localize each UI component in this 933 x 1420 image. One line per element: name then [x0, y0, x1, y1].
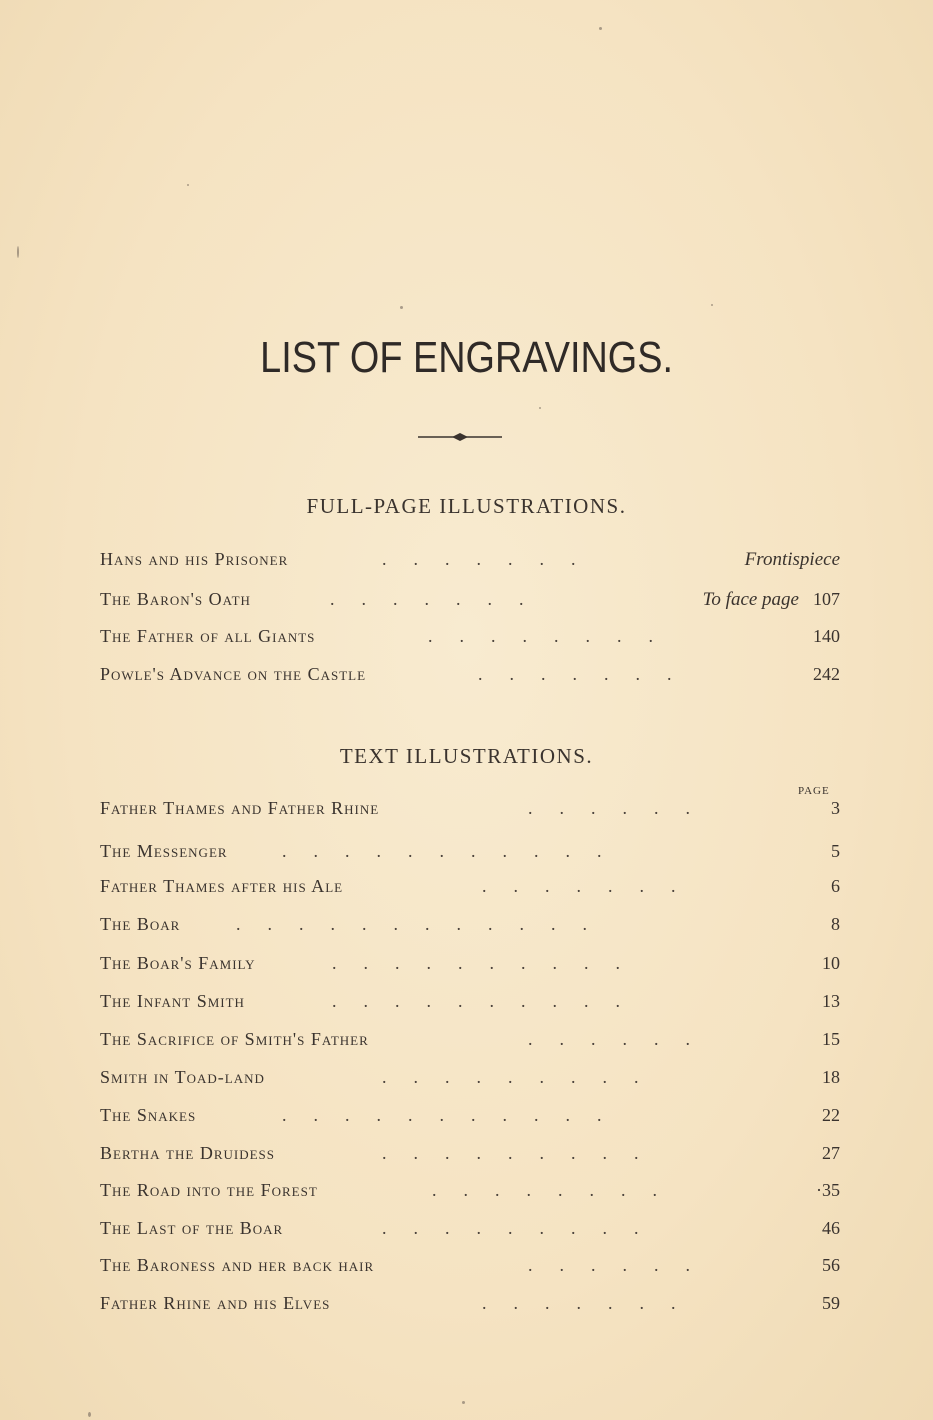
dot-leader: . . . . . . .	[482, 876, 676, 896]
entry-title: Smith in Toad-land	[100, 1067, 265, 1087]
entry-page: Frontispiece	[744, 549, 840, 570]
dot-leader: . . . . . . . .	[428, 626, 653, 646]
paper-speck	[17, 246, 19, 258]
dot-leader: . . . . . . . . . . .	[282, 1105, 602, 1125]
entry-title: Father Thames and Father Rhine	[100, 798, 380, 818]
text-entry	[100, 1143, 840, 1169]
entry-title: The Boar	[100, 914, 181, 934]
text-entry	[100, 914, 840, 940]
entry-page: 27	[822, 1143, 840, 1163]
dot-leader: . . . . . . . . .	[382, 1218, 639, 1238]
dot-leader: . . . . . . . . . .	[332, 953, 620, 973]
dot-leader: . . . . . .	[528, 798, 690, 818]
entry-title: Father Thames after his Ale	[100, 876, 344, 896]
entry-title: The Father of all Giants	[100, 626, 316, 646]
text-entry	[100, 1180, 840, 1206]
text-entry	[100, 798, 840, 824]
entry-title: Hans and his Prisoner	[100, 549, 289, 569]
dot-leader: . . . . . . . . .	[382, 1143, 639, 1163]
dot-leader: . . . . . .	[528, 1255, 690, 1275]
entry-title: The Sacrifice of Smith's Father	[100, 1029, 369, 1049]
text-illustrations-heading: TEXT ILLUSTRATIONS.	[339, 744, 594, 768]
text-entry	[100, 1105, 840, 1131]
entry-title: The Last of the Boar	[100, 1218, 284, 1238]
title-rule-ornament	[418, 430, 502, 444]
text-entry	[100, 1067, 840, 1093]
text-entry	[100, 1029, 840, 1055]
paper-speck	[400, 306, 403, 309]
text-entry	[100, 1218, 840, 1244]
full-page-entry	[100, 549, 840, 575]
entry-page: 6	[831, 876, 840, 896]
entry-page: 22	[822, 1105, 840, 1125]
entry-title: The Baroness and her back hair	[100, 1255, 375, 1275]
text-entry	[100, 1293, 840, 1319]
paper-speck	[88, 1412, 91, 1417]
entry-page: 59	[822, 1293, 840, 1313]
entry-title: Father Rhine and his Elves	[100, 1293, 331, 1313]
full-page-heading: FULL-PAGE ILLUSTRATIONS.	[306, 494, 627, 518]
full-page-entry	[100, 589, 840, 615]
text-entry	[100, 841, 840, 867]
dot-leader: . . . . . . . . .	[382, 1067, 639, 1087]
text-entry	[100, 991, 840, 1017]
dot-leader: . . . . . . .	[330, 589, 524, 609]
paper-speck	[711, 304, 713, 306]
dot-leader: . . . . . . . .	[432, 1180, 657, 1200]
page-title: LIST OF ENGRAVINGS.	[260, 333, 673, 382]
entry-page: ·35	[816, 1180, 840, 1200]
entry-title: The Boar's Family	[100, 953, 256, 973]
dot-leader: . . . . . . .	[382, 549, 576, 569]
paper-speck	[462, 1401, 465, 1404]
paper-speck	[539, 407, 541, 409]
entry-page: 18	[822, 1067, 840, 1087]
entry-page: 140	[813, 626, 840, 646]
entry-title: The Infant Smith	[100, 991, 245, 1011]
paper-speck	[599, 27, 602, 30]
entry-page: To face page 107	[702, 589, 840, 610]
entry-page: 5	[831, 841, 840, 861]
page-column-label: PAGE	[798, 785, 830, 797]
entry-title: Powle's Advance on the Castle	[100, 664, 367, 684]
dot-leader: . . . . . . .	[482, 1293, 676, 1313]
entry-page: 242	[813, 664, 840, 684]
entry-title: The Messenger	[100, 841, 228, 861]
dot-leader: . . . . . .	[528, 1029, 690, 1049]
entry-page: 13	[822, 991, 840, 1011]
entry-page: 8	[831, 914, 840, 934]
full-page-entry	[100, 664, 840, 690]
text-entry	[100, 953, 840, 979]
entry-title: The Baron's Oath	[100, 589, 251, 609]
entry-title: The Snakes	[100, 1105, 197, 1125]
entry-page: 15	[822, 1029, 840, 1049]
text-entry	[100, 876, 840, 902]
entry-title: The Road into the Forest	[100, 1180, 318, 1200]
entry-page: 46	[822, 1218, 840, 1238]
dot-leader: . . . . . . . . . . .	[282, 841, 602, 861]
dot-leader: . . . . . . . . . .	[332, 991, 620, 1011]
full-page-entry	[100, 626, 840, 652]
entry-title: Bertha the Druidess	[100, 1143, 276, 1163]
paper-speck	[187, 184, 189, 186]
entry-page: 3	[831, 798, 840, 818]
entry-ref-note: To face page	[702, 589, 799, 610]
text-entry	[100, 1255, 840, 1281]
dot-leader: . . . . . . . . . . . .	[236, 914, 587, 934]
entry-page: 10	[822, 953, 840, 973]
dot-leader: . . . . . . .	[478, 664, 672, 684]
entry-page: 56	[822, 1255, 840, 1275]
